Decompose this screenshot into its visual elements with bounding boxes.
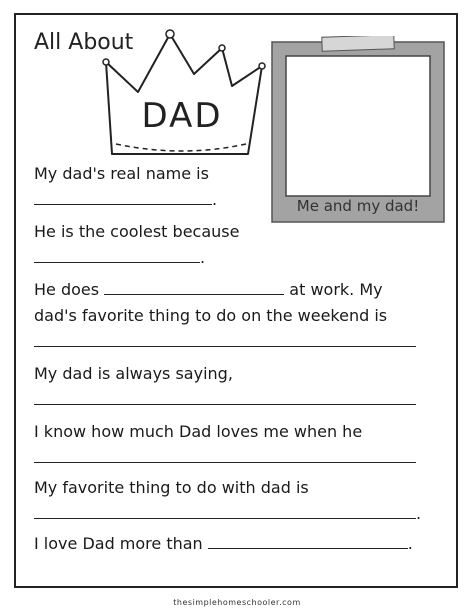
prompt-loves-me: [34, 422, 362, 441]
answer-blank[interactable]: [34, 448, 416, 463]
answer-blank[interactable]: [208, 534, 408, 549]
footer-site: thesimplehomeschooler.com: [173, 598, 301, 607]
prompt-work: [34, 280, 383, 299]
answer-line: [34, 448, 416, 467]
period: .: [212, 190, 218, 209]
answer-blank[interactable]: [104, 280, 284, 295]
prompt-text: at work. My: [289, 280, 383, 299]
period: .: [416, 504, 422, 523]
prompt-coolest: [34, 222, 239, 241]
answer-line: [34, 390, 416, 409]
prompt-text: He does: [34, 280, 100, 299]
prompt-text: I love Dad more than: [34, 534, 203, 553]
answer-blank[interactable]: [34, 390, 416, 405]
prompt-saying: [34, 364, 233, 383]
photo-frame-icon: [270, 36, 446, 224]
title-prefix: All About: [34, 30, 134, 55]
prompt-favorite-thing: [34, 478, 309, 497]
title-word: DAD: [141, 96, 223, 136]
prompt-text: My favorite thing to do with dad is: [34, 478, 309, 497]
answer-blank[interactable]: [34, 248, 200, 263]
photo-caption: Me and my dad!: [296, 197, 420, 215]
prompt-text: dad's favorite thing to do on the weekend is: [34, 306, 388, 325]
answer-line: [34, 190, 217, 209]
prompt-text: He is the coolest because: [34, 222, 240, 241]
answer-line: [34, 248, 205, 267]
prompt-text: My dad's real name is: [34, 164, 209, 183]
period: .: [407, 534, 413, 553]
prompt-text: I know how much Dad loves me when he: [34, 422, 363, 441]
answer-blank[interactable]: [34, 190, 212, 205]
prompt-love-more: [34, 534, 413, 553]
period: .: [200, 248, 206, 267]
answer-line: [34, 504, 421, 523]
prompt-weekend: [34, 306, 387, 325]
prompt-real-name: [34, 164, 209, 183]
answer-blank[interactable]: [34, 332, 416, 347]
prompt-text: My dad is always saying,: [34, 364, 233, 383]
answer-line: [34, 332, 416, 351]
answer-blank[interactable]: [34, 504, 416, 519]
